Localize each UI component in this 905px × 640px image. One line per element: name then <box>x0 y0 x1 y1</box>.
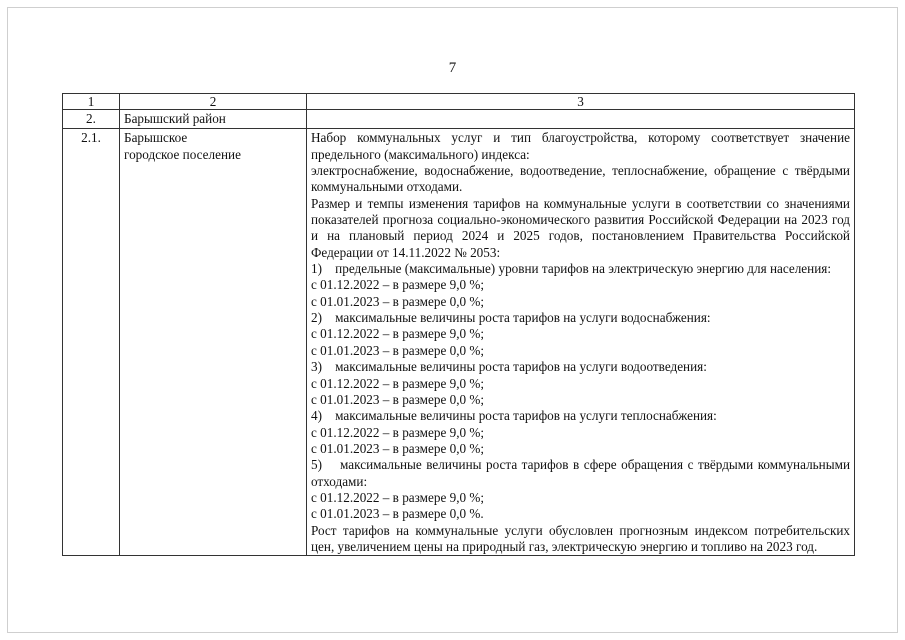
tariff-item-4-line-1: с 01.12.2022 – в размере 9,0 %; <box>311 424 485 440</box>
page-number: 7 <box>448 60 457 76</box>
tariff-item-3-line-1: с 01.12.2022 – в размере 9,0 %; <box>311 375 485 391</box>
tariff-item-2-line-1: с 01.12.2022 – в размере 9,0 %; <box>311 326 485 342</box>
district-empty-cell <box>307 110 855 129</box>
description-paragraph-3: Размер и темпы изменения тарифов на коммунальные услуги в соответствии со значениями показателей прогноза социально-экономического развития Российской Федерации на 2023 год и на плановый период 2024 и 2025 годов, постановлением Правительства Российской Федерации от 14.11.2022 № 2053: <box>311 195 850 260</box>
settlement-description <box>307 129 855 556</box>
tariff-item-1-line-2: с 01.01.2023 – в размере 0,0 %; <box>311 293 485 309</box>
tariff-item-3-title: 3) максимальные величины роста тарифов на услуги водоотведения: <box>311 359 707 375</box>
district-row <box>63 110 855 129</box>
settlement-number: 2.1. <box>63 129 120 556</box>
tariff-item-5-line-1: с 01.12.2022 – в размере 9,0 %; <box>311 489 485 505</box>
description-paragraph-2: электроснабжение, водоснабжение, водоотведение, теплоснабжение, обращение с твёрдыми коммунальными отходами. <box>311 163 850 195</box>
tariff-item-4-line-2: с 01.01.2023 – в размере 0,0 %; <box>311 440 485 456</box>
settlement-row <box>63 129 855 556</box>
header-col-1: 1 <box>63 94 120 110</box>
header-col-3: 3 <box>307 94 855 110</box>
tariff-item-3-line-2: с 01.01.2023 – в размере 0,0 %; <box>311 391 485 407</box>
settlement-name-line-2: городское поселение <box>124 146 241 162</box>
description-paragraph-1: Набор коммунальных услуг и тип благоустройства, которому соответствует значение предельного (максимального) индекса: <box>311 130 850 162</box>
tariff-item-1-line-1: с 01.12.2022 – в размере 9,0 %; <box>311 277 485 293</box>
tariff-item-1-title: 1) предельные (максимальные) уровни тарифов на электрическую энергию для населения: <box>311 261 831 277</box>
district-name: Барышский район <box>120 110 307 129</box>
table-header-row <box>63 94 855 110</box>
tariff-item-5-line-2: с 01.01.2023 – в размере 0,0 %. <box>311 506 484 522</box>
tariff-item-2-line-2: с 01.01.2023 – в размере 0,0 %; <box>311 342 485 358</box>
tariff-item-2-title: 2) максимальные величины роста тарифов на услуги водоснабжения: <box>311 310 711 326</box>
header-col-2: 2 <box>120 94 307 110</box>
settlement-name <box>120 129 307 556</box>
tariff-item-5-title: 5) максимальные величины роста тарифов в сфере обращения с твёрдыми коммунальными отходами: <box>311 457 854 489</box>
description-paragraph-4: Рост тарифов на коммунальные услуги обусловлен прогнозным индексом потребительских цен, увеличением цены на природный газ, электрическую энергию и топливо на 2023 год. <box>311 522 850 554</box>
tariff-table <box>62 93 855 556</box>
district-number: 2. <box>63 110 120 129</box>
tariff-item-4-title: 4) максимальные величины роста тарифов на услуги теплоснабжения: <box>311 408 717 424</box>
settlement-name-line-1: Барышское <box>124 130 188 146</box>
